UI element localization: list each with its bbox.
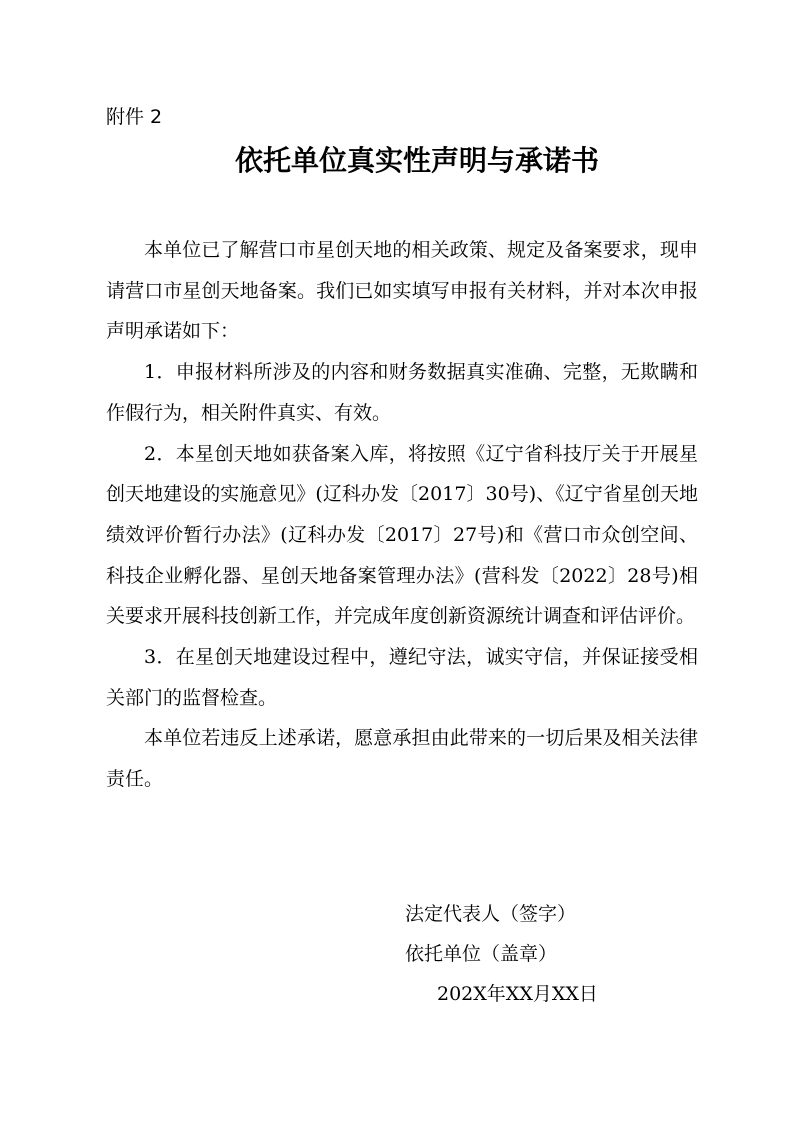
document-body (106, 230, 698, 800)
signature-block (405, 894, 598, 1014)
commitment-item-2: 2．本星创天地如获备案入库，将按照《辽宁省科技厅关于开展星创天地建设的实施意见》(辽科办发〔2017〕30号)、《辽宁省星创天地绩效评价暂行办法》(辽科办发〔2017〕27号)和《营口市众创空间、科技企业孵化器、星创天地备案管理办法》(营科发〔2022〕28号)相关要求开展科技创新工作，并完成年度创新资源统计调查和评估评价。 (106, 442, 698, 628)
unit-seal: 依托单位（盖章） (405, 943, 558, 965)
commitment-item-1: 1．申报材料所涉及的内容和财务数据真实准确、完整，无欺瞒和作假行为，相关附件真实、有效。 (106, 361, 698, 424)
document-title: 依托单位真实性声明与承诺书 (234, 144, 599, 177)
attachment-label: 附件 2 (106, 106, 163, 128)
intro-paragraph: 本单位已了解营口市星创天地的相关政策、规定及备案要求，现申请营口市星创天地备案。我们已如实填写申报有关材料，并对本次申报声明承诺如下： (106, 239, 698, 343)
commitment-item-3: 3．在星创天地建设过程中，遵纪守法，诚实守信，并保证接受相关部门的监督检查。 (106, 646, 698, 709)
legal-representative-signature: 法定代表人（签字） (405, 903, 577, 925)
signature-date: 202X年XX月XX日 (437, 983, 598, 1005)
closing-paragraph: 本单位若违反上述承诺，愿意承担由此带来的一切后果及相关法律责任。 (106, 727, 698, 791)
